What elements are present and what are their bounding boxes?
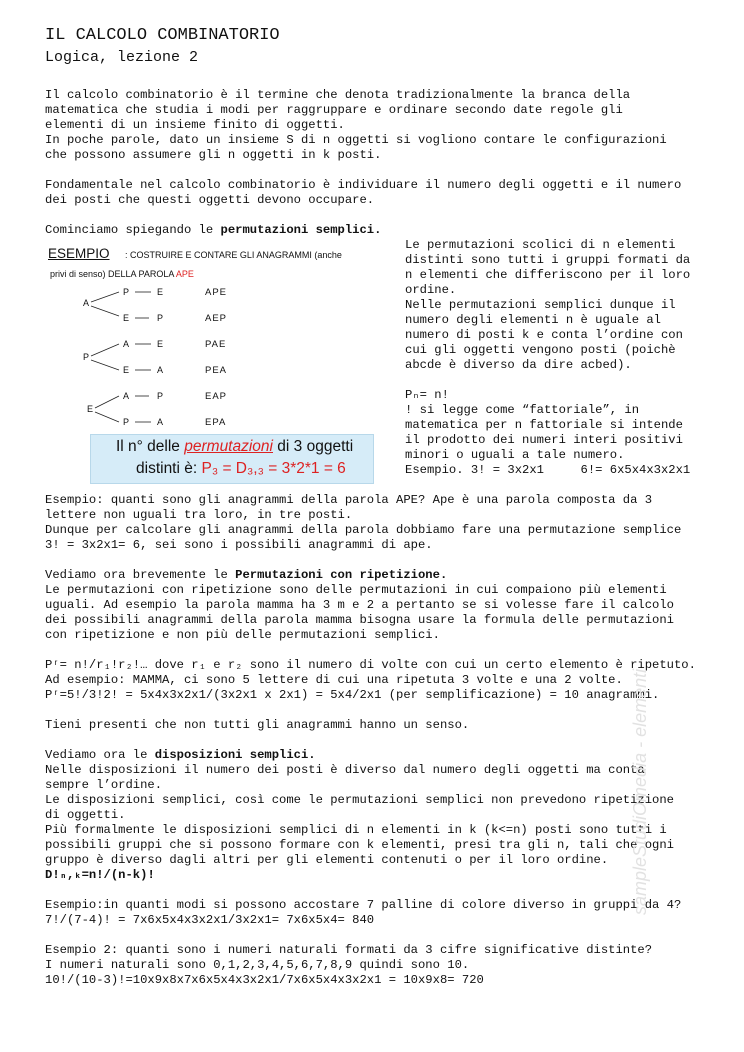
tree-node-e: E — [157, 287, 164, 297]
factorial-definition: Pₙ= n! ! si legge come “fattoriale”, in matematica per n fattoriale si intende il prodotto dei numeri interi positivi minori o uguali a tale numero. Esempio. 3! = 3x2x1 6!= 6x5x4x3x2x1 — [405, 388, 691, 477]
page-subtitle: Logica, lezione 2 — [45, 49, 199, 66]
naturali-example: Esempio 2: quanti sono i numeri naturali formati da 3 cifre significative distinte? I numeri naturali sono 0,1,2,3,4,5,6,7,8,9 quindi sono 10. 10!/(10-3)!=10x9x8x7x6x5x4x3x2x1/7x6x5x4x3x2x1 = 10x9x8= 720 — [45, 943, 653, 987]
tree-node-p: P — [157, 313, 164, 323]
permutations-intro: Cominciamo spiegando le permutazioni semplici. — [45, 223, 382, 237]
tree-node-a: A — [157, 365, 164, 375]
dispositions-heading: Vediamo ora le disposizioni semplici. — [45, 748, 316, 762]
intro-paragraph: Il calcolo combinatorio è il termine che denota tradizionalmente la branca della matematica che studia i modi per raggruppare e ordinare secondo date regole gli elementi di un insieme finito di oggetti. In poche parole, dato un insieme S di n oggetti si vogliono contare le configurazioni che possono assumere gli n oggetti in k posti. — [45, 88, 667, 162]
tree-node-e: E — [87, 404, 94, 414]
tree-node-a: A — [123, 339, 130, 349]
anagram-diagram — [45, 242, 385, 484]
dispositions-formula: D!ₙ,ₖ=n!/(n-k)! — [45, 868, 155, 882]
palline-example: Esempio:in quanti modi si possono accostare 7 palline di colore diverso in gruppi da 4? 7!/(7-4)! = 7x6x5x4x3x2x1/3x2x1= 7x6x5x4= 840 — [45, 898, 682, 927]
anagram-item: PAE — [205, 339, 227, 350]
page-title: IL CALCOLO COMBINATORIO — [45, 26, 280, 45]
anagram-item: EAP — [205, 391, 228, 402]
permutation-definition: Le permutazioni scolici di n elementi distinti sono tutti i gruppi formati da n elementi che differiscono per il loro ordine. Nelle permutazioni semplici dunque il numero degli elementi n è uguale al numero di posti k e conta l’ordine con cui gli oggetti vengono posti (poichè abcde è diverso da dire acbed). — [405, 238, 691, 372]
tree-node-e: E — [157, 339, 164, 349]
tree-node-e: E — [123, 313, 130, 323]
tree-node-p: P — [123, 417, 130, 427]
anagram-item: APE — [205, 287, 228, 298]
tree-node-p: P — [157, 391, 164, 401]
example-title: ESEMPIO — [48, 246, 110, 261]
repetition-paragraph: Le permutazioni con ripetizione sono delle permutazioni in cui compaiono più elementi uguali. Ad esempio la parola mamma ha 3 m e 2 a pertanto se si volesse fare il calcolo dei possibili anagrammi della parola mamma bisogna usare la formula delle permutazioni con ripetizione e non più delle permutazioni semplici. — [45, 583, 674, 642]
formula-line-2: distinti è: P₃ = D₃,₃ = 3*2*1 = 6 — [136, 460, 346, 477]
formula-line-1: Il n° delle permutazioni di 3 oggetti — [116, 438, 354, 455]
tree-node-e: E — [123, 365, 130, 375]
example-subtitle-2: privi di senso) DELLA PAROLA APE — [50, 269, 194, 279]
anagram-item: EPA — [205, 417, 227, 428]
tree-node-a: A — [123, 391, 130, 401]
watermark: sampleStudiOmedia - elementi — [630, 668, 650, 915]
repetition-heading: Vediamo ora brevemente le Permutazioni con ripetizione. — [45, 568, 448, 582]
dispositions-paragraph: Nelle disposizioni il numero dei posti è diverso dal numero degli oggetti ma conta sempre l’ordine. Le disposizioni semplici, così come le permutazioni semplici non prevedono ripetizione di oggetti. Più formalmente le disposizioni semplici di n elementi in k (k<=n) posti sono tutti i possibili gruppi che si possono formare con k elementi, presi tra gli n, tali che ogni gruppo è diverso dagli altri per gli elementi contenuti o per il loro ordine. — [45, 763, 674, 867]
repetition-formula: Pʳ= n!/r₁!r₂!… dove r₁ e r₂ sono il numero di volte con cui un certo elemento è ripetuto. Ad esempio: MAMMA, ci sono 5 lettere di cui una ripetuta 3 volte e una 2 volte. Pʳ=5!/3!2! = 5x4x3x2x1/(3x2x1 x 2x1) = 5x4/2x1 (per semplificazione) = 10 anagrammi. — [45, 658, 696, 702]
tree-node-p: P — [123, 287, 130, 297]
tree-node-a: A — [157, 417, 164, 427]
note-paragraph: Tieni presenti che non tutti gli anagrammi hanno un senso. — [45, 718, 470, 732]
anagram-item: PEA — [205, 365, 228, 376]
permutation-formula-box — [90, 434, 374, 484]
ape-example: Esempio: quanti sono gli anagrammi della parola APE? Ape è una parola composta da 3 lettere non uguali tra loro, in tre posti. Dunque per calcolare gli anagrammi della parola dobbiamo fare una permutazione semplice 3! = 3x2x1= 6, sei sono i possibili anagrammi di ape. — [45, 493, 682, 552]
example-subtitle-1: : COSTRUIRE E CONTARE GLI ANAGRAMMI (anche — [125, 250, 342, 260]
fundamental-paragraph: Fondamentale nel calcolo combinatorio è individuare il numero degli oggetti e il numero dei posti che questi oggetti devono occupare. — [45, 178, 682, 207]
anagram-item: AEP — [205, 313, 228, 324]
tree-node-a: A — [83, 298, 90, 308]
tree-node-p: P — [83, 352, 90, 362]
